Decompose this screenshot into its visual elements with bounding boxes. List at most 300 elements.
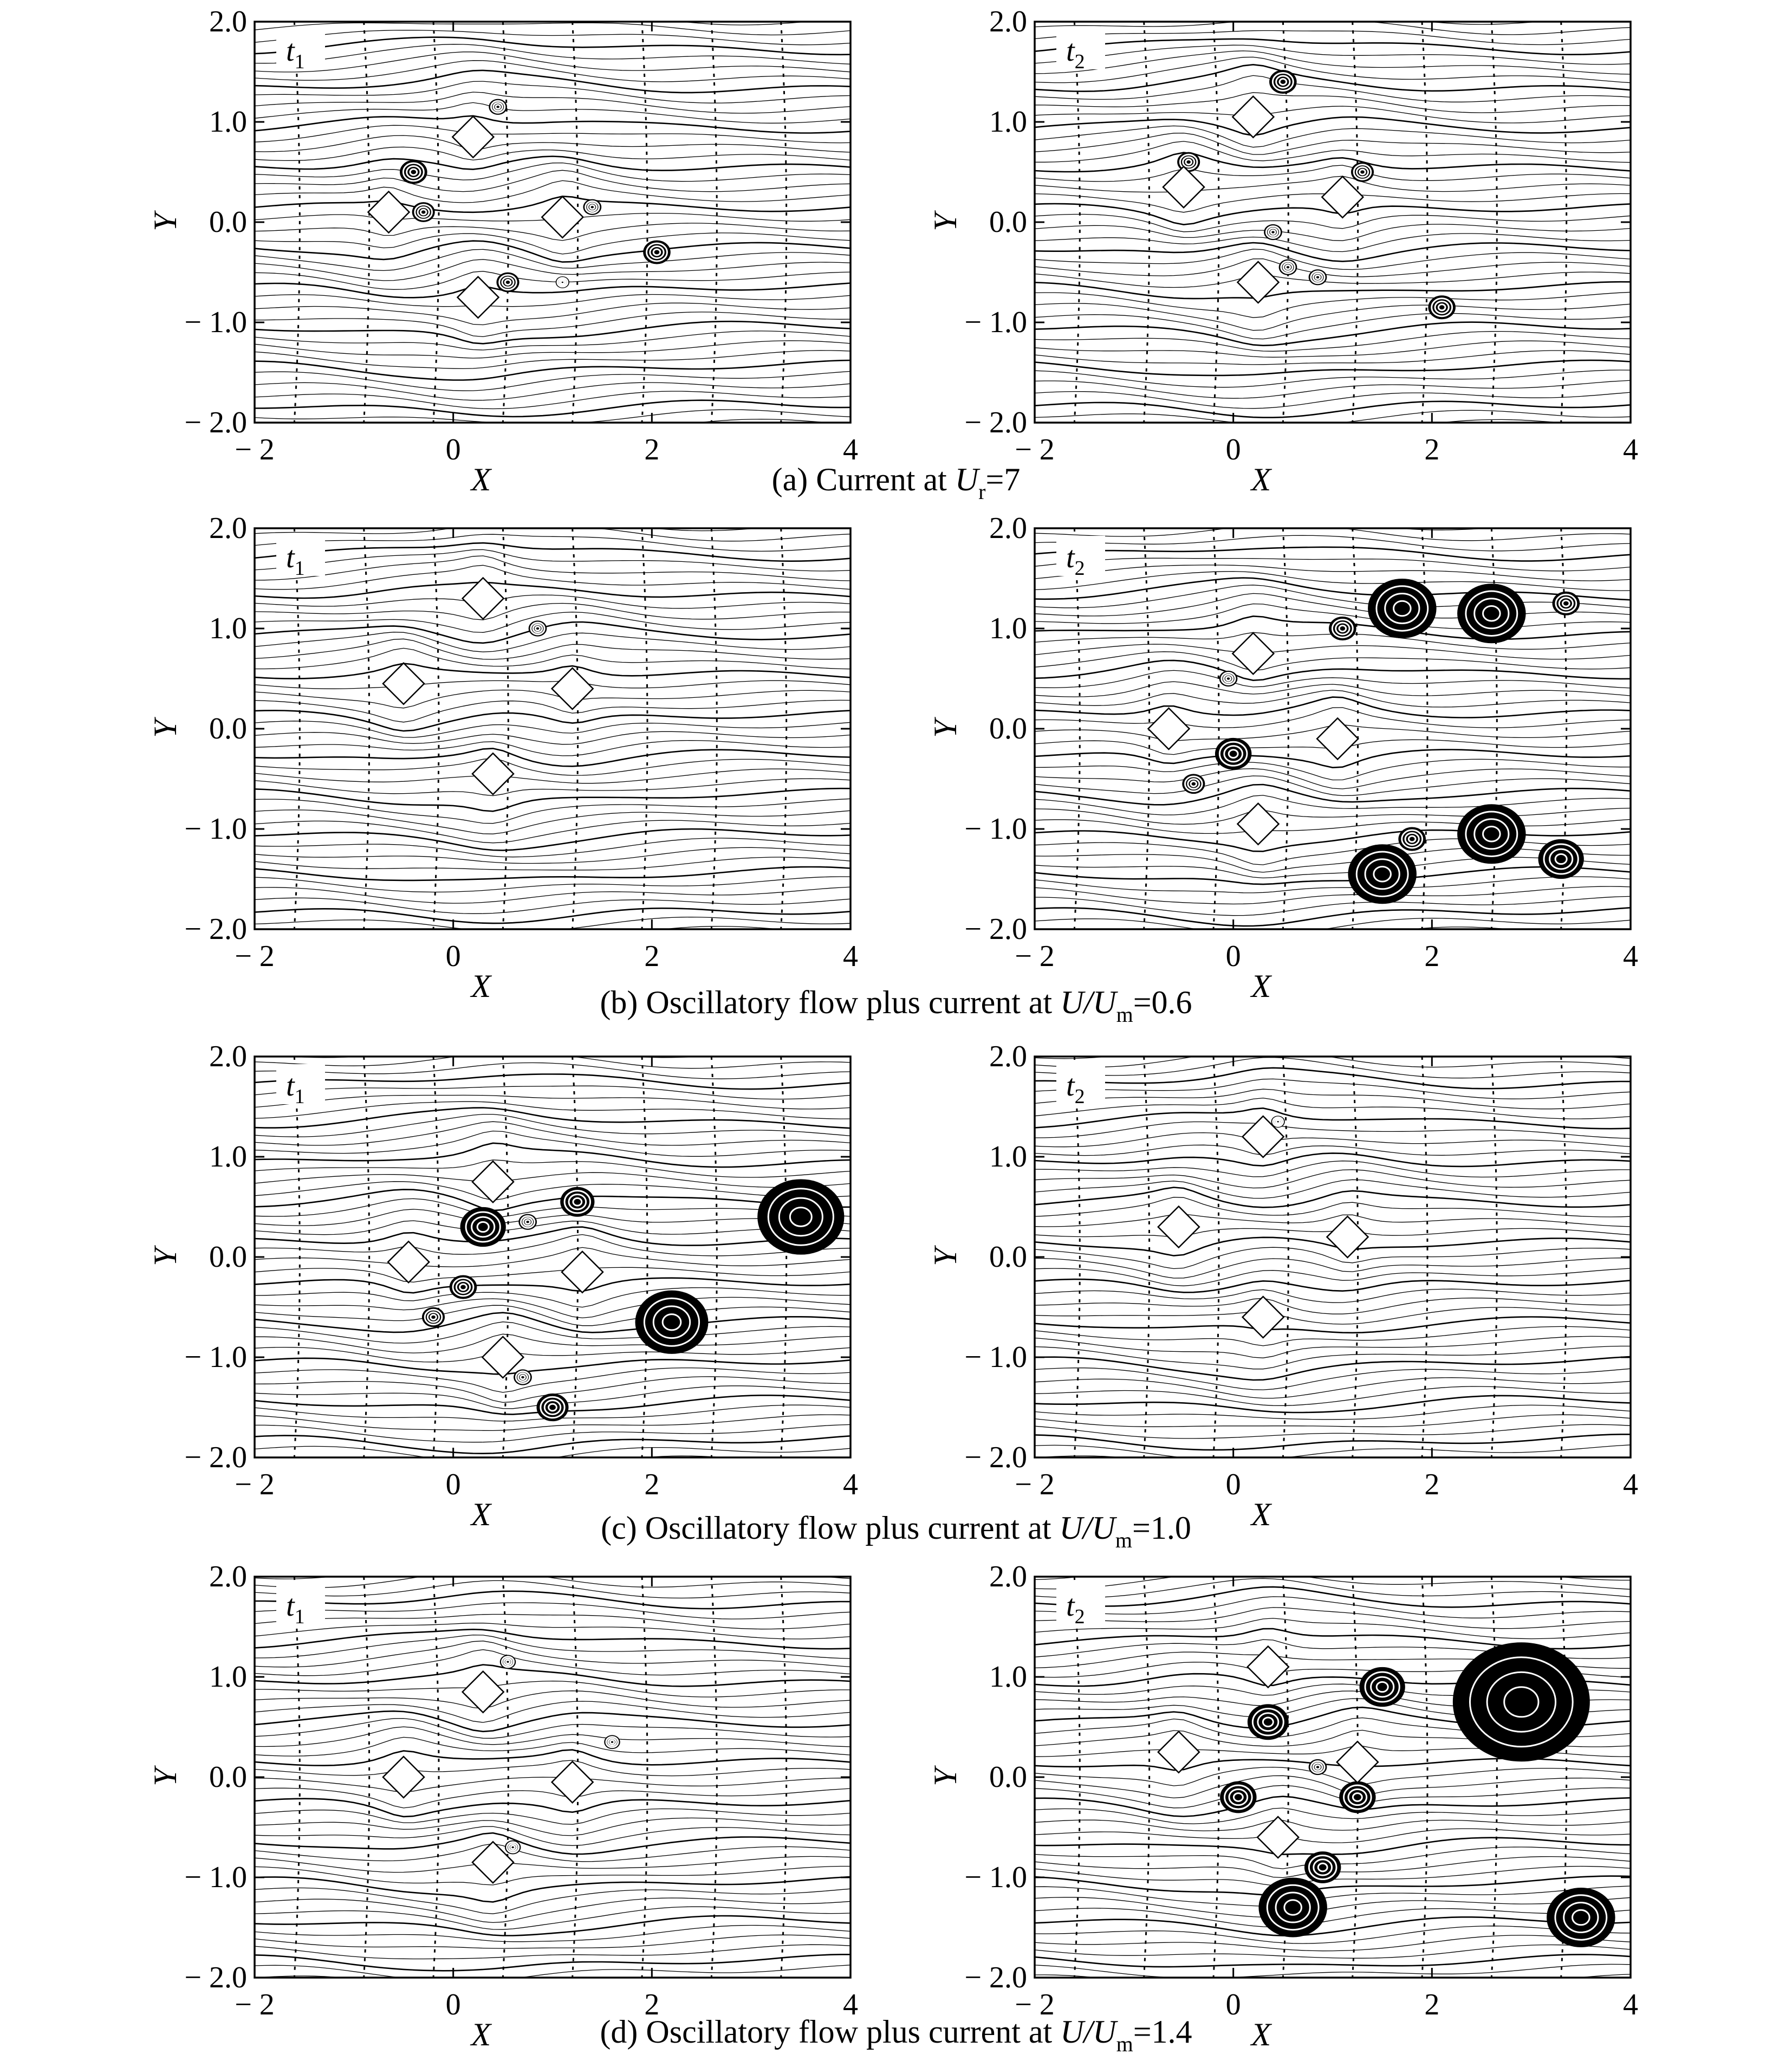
x-tick-label: 0	[1225, 1468, 1241, 1501]
x-tick-label: 4	[843, 1468, 858, 1501]
arrow-row	[711, 1577, 717, 1978]
streamline	[255, 1799, 850, 1817]
vortex	[1329, 617, 1356, 640]
x-axis-label: X	[1251, 462, 1271, 497]
streamline	[255, 788, 850, 811]
streamline	[1035, 1214, 1631, 1227]
streamline	[255, 1465, 850, 1481]
x-axis-label: X	[471, 968, 491, 1004]
streamline	[255, 1777, 850, 1792]
streamline	[255, 1305, 850, 1326]
time-label: $t_1$	[286, 1069, 305, 1108]
arrow-row	[573, 528, 578, 929]
y-tick-label: 0.0	[209, 712, 247, 746]
streamline	[255, 271, 850, 290]
arrow-row	[1561, 22, 1567, 423]
streamline	[255, 847, 850, 863]
streamline	[255, 295, 850, 307]
streamline-field	[1035, 1025, 1636, 1489]
vortex	[514, 1369, 532, 1385]
x-tick-label: − 2	[235, 1988, 275, 2021]
streamline	[1035, 1279, 1631, 1292]
streamline	[1035, 1415, 1631, 1427]
streamline	[255, 1727, 850, 1747]
streamline	[255, 312, 850, 337]
streamline-field	[255, 1025, 856, 1489]
streamline	[1035, 1357, 1631, 1380]
y-tick-label: 0.0	[209, 205, 247, 239]
vortex	[1398, 827, 1426, 851]
streamline	[1035, 896, 1631, 915]
streamline	[255, 1101, 850, 1119]
arrow-row	[1491, 22, 1497, 423]
streamline	[255, 1025, 850, 1040]
y-axis-label: Y	[147, 1248, 183, 1266]
streamline	[1035, 1396, 1631, 1412]
cylinder	[552, 1761, 593, 1803]
arrow-row	[433, 22, 439, 423]
vortex	[1309, 1759, 1327, 1775]
streamline	[255, 721, 850, 737]
streamline	[1035, 1298, 1631, 1314]
y-tick-label: 1.0	[209, 1140, 247, 1174]
arrow-row	[433, 528, 439, 929]
y-tick-label: − 1.0	[964, 1340, 1027, 1374]
x-tick-label: 0	[445, 939, 461, 973]
arrow-row	[364, 22, 369, 423]
y-tick-label: 2.0	[209, 511, 247, 545]
streamline	[255, 419, 850, 432]
streamline	[1035, 133, 1631, 155]
y-tick-label: 0.0	[989, 712, 1027, 746]
streamline	[1035, 1170, 1631, 1188]
arrow-row	[294, 1057, 300, 1457]
streamline	[1035, 141, 1631, 163]
streamline	[255, 1701, 850, 1722]
x-tick-label: − 2	[1015, 939, 1055, 973]
streamline	[255, 1711, 850, 1732]
streamline	[255, 1547, 850, 1561]
streamline	[1035, 117, 1631, 135]
y-tick-label: − 2.0	[184, 406, 247, 439]
x-axis-label: X	[471, 2017, 491, 2052]
streamline	[255, 565, 850, 589]
subfigure-caption: (b) Oscillatory flow plus current at $U/U_m=0.6$	[600, 984, 1192, 1027]
streamline	[255, 383, 850, 400]
arrow-row	[1353, 22, 1358, 423]
y-axis-label: Y	[927, 1248, 963, 1266]
streamline	[1035, 1434, 1631, 1450]
streamline	[1035, 1996, 1631, 2010]
vortex	[1248, 1704, 1289, 1740]
streamline	[1035, 1557, 1631, 1570]
streamline	[1035, 401, 1631, 418]
streamline-field	[1035, 0, 1636, 450]
streamline	[1035, 867, 1631, 884]
streamline	[255, 857, 850, 870]
vortex	[556, 276, 569, 288]
streamline	[255, 1074, 850, 1090]
streamline	[255, 1907, 850, 1929]
x-tick-label: 4	[1623, 1988, 1638, 2021]
streamline	[255, 30, 850, 45]
streamline	[255, 1965, 850, 1982]
streamline	[1035, 505, 1631, 520]
x-tick-label: 2	[1424, 939, 1440, 973]
vortex	[1258, 1878, 1327, 1938]
x-tick-label: 0	[445, 1468, 461, 1501]
streamline	[1035, 1964, 1631, 1978]
streamline	[1035, 682, 1631, 697]
streamline	[255, 52, 850, 72]
streamline	[255, 664, 850, 679]
vortex	[1457, 804, 1526, 864]
figure-row	[147, 0, 1638, 504]
x-tick-label: 0	[1225, 939, 1241, 973]
cylinder	[383, 1757, 424, 1798]
vortex	[757, 1179, 844, 1254]
streamline	[1035, 585, 1631, 608]
streamline-panel	[147, 492, 858, 1004]
arrow-row	[1491, 1057, 1497, 1457]
time-label: $t_2$	[1066, 1069, 1085, 1108]
arrow-row	[1144, 1057, 1150, 1457]
y-tick-label: − 2.0	[964, 406, 1027, 439]
streamline	[255, 1945, 850, 1959]
streamline	[1035, 1108, 1631, 1129]
x-tick-label: − 2	[235, 1468, 275, 1501]
x-tick-label: 2	[1424, 1988, 1440, 2021]
y-tick-label: 1.0	[989, 1140, 1027, 1174]
y-tick-label: 1.0	[209, 1660, 247, 1694]
streamline	[255, 241, 850, 262]
streamline	[255, 0, 850, 4]
arrow-row	[294, 22, 300, 423]
vortex	[1360, 1667, 1405, 1707]
streamline	[255, 492, 850, 510]
vortex	[450, 1275, 477, 1299]
streamline	[255, 1986, 850, 2001]
y-tick-label: 1.0	[989, 1660, 1027, 1694]
figure-row	[147, 492, 1638, 1027]
streamline	[255, 759, 850, 776]
cylinder	[1148, 708, 1190, 749]
streamline	[1035, 1820, 1631, 1831]
streamline	[1035, 1025, 1631, 1040]
vortex	[1220, 1781, 1256, 1813]
streamline	[1035, 1079, 1631, 1099]
vortex	[412, 202, 435, 222]
streamline	[255, 125, 850, 142]
streamline	[1035, 1089, 1631, 1109]
arrow-row	[1074, 22, 1080, 423]
arrow-row	[1074, 1057, 1080, 1457]
streamline	[255, 1580, 850, 1598]
streamline	[1035, 776, 1631, 796]
x-axis-label: X	[471, 462, 491, 497]
streamline	[1035, 1475, 1631, 1489]
streamline	[255, 170, 850, 191]
arrow-row	[781, 1057, 787, 1457]
y-tick-label: 0.0	[209, 1760, 247, 1794]
streamline	[255, 1042, 850, 1058]
streamline	[255, 867, 850, 880]
vortex	[500, 1655, 516, 1669]
y-tick-label: 2.0	[209, 5, 247, 38]
vortex	[496, 273, 519, 293]
streamline	[1035, 1133, 1631, 1147]
streamline	[255, 233, 850, 254]
streamline	[1035, 1564, 1631, 1580]
streamline-panel	[147, 1547, 858, 2053]
y-tick-label: 2.0	[209, 1040, 247, 1073]
streamline	[1035, 670, 1631, 688]
streamline	[255, 1160, 850, 1177]
streamline	[1035, 249, 1631, 270]
y-tick-label: − 2.0	[964, 1441, 1027, 1474]
y-tick-label: − 1.0	[184, 306, 247, 339]
arrow-row	[364, 1577, 369, 1978]
streamline	[255, 147, 850, 160]
streamline	[255, 898, 850, 913]
streamline	[255, 303, 850, 325]
y-tick-label: − 1.0	[964, 812, 1027, 846]
time-label: $t_1$	[286, 34, 305, 73]
arrow-row	[503, 528, 508, 929]
y-axis-label: Y	[147, 1768, 183, 1786]
streamline	[1035, 1145, 1631, 1155]
vortex	[505, 1841, 521, 1855]
streamline	[1035, 578, 1631, 600]
streamline	[1035, 918, 1631, 936]
vortex	[1339, 1781, 1375, 1813]
streamline-panel	[927, 1025, 1638, 1532]
x-tick-label: 0	[1225, 1988, 1241, 2021]
streamline	[255, 1108, 850, 1129]
arrow-row	[1422, 22, 1427, 423]
streamline	[255, 1052, 850, 1068]
y-tick-label: − 1.0	[964, 306, 1027, 339]
streamline	[255, 321, 850, 344]
streamline	[1035, 496, 1631, 511]
y-axis-label: Y	[927, 720, 963, 738]
subfigure-caption: (c) Oscillatory flow plus current at $U/U_m=1.0$	[601, 1510, 1191, 1552]
streamline	[1035, 1587, 1631, 1607]
vortex	[635, 1291, 709, 1354]
y-tick-label: − 2.0	[184, 1961, 247, 1994]
streamline	[255, 502, 850, 520]
streamline	[1035, 215, 1631, 232]
streamline-panel	[927, 0, 1638, 497]
y-tick-label: 2.0	[989, 5, 1027, 38]
streamline	[255, 163, 850, 182]
streamline	[255, 632, 850, 652]
streamline	[255, 945, 850, 957]
vortex	[560, 1187, 594, 1217]
streamline	[255, 341, 850, 358]
x-axis-label: X	[1251, 1496, 1271, 1532]
streamline	[1035, 1808, 1631, 1824]
streamline	[1035, 524, 1631, 541]
streamline	[1035, 1908, 1631, 1927]
streamline	[1035, 1597, 1631, 1618]
streamline	[1035, 1767, 1631, 1786]
streamline	[255, 690, 850, 708]
x-tick-label: 2	[644, 433, 660, 466]
y-tick-label: 1.0	[209, 612, 247, 645]
streamline	[255, 157, 850, 171]
x-tick-label: − 2	[235, 939, 275, 973]
y-tick-label: − 2.0	[184, 912, 247, 946]
streamline	[255, 741, 850, 756]
streamline	[255, 1629, 850, 1649]
streamline	[1035, 126, 1631, 147]
streamline	[255, 1818, 850, 1836]
time-label: $t_2$	[1066, 541, 1085, 580]
arrow-row	[433, 1577, 439, 1978]
vortex	[1264, 224, 1282, 240]
vortex	[1368, 579, 1437, 638]
streamline	[255, 429, 850, 442]
streamline	[255, 1436, 850, 1454]
streamline	[1035, 558, 1631, 571]
cylinder	[1232, 96, 1274, 138]
arrow-row	[1074, 1577, 1080, 1978]
streamline	[1035, 1197, 1631, 1217]
arrow-row	[711, 22, 717, 423]
streamline	[255, 1826, 850, 1845]
x-tick-label: 0	[445, 433, 461, 466]
subfigure-caption: (a) Current at $U_r=7$	[771, 462, 1021, 504]
vortex	[1553, 592, 1580, 615]
vortex	[1304, 1851, 1341, 1883]
streamline	[255, 1623, 850, 1639]
cylinder	[383, 663, 424, 704]
figure-row	[147, 1025, 1638, 1552]
streamline	[255, 331, 850, 350]
y-tick-label: 1.0	[989, 105, 1027, 139]
vortex	[1428, 295, 1456, 319]
arrow-row	[503, 1577, 508, 1978]
y-tick-label: 1.0	[209, 105, 247, 139]
streamline	[1035, 795, 1631, 815]
x-axis-label: X	[1251, 2017, 1271, 2052]
streamline	[1035, 1317, 1631, 1333]
streamline	[1035, 106, 1631, 123]
arrow-row	[711, 528, 717, 929]
vortex	[1215, 738, 1251, 770]
streamline	[255, 360, 850, 380]
streamline	[1035, 565, 1631, 581]
cylinder	[452, 116, 494, 158]
streamline-panel	[927, 496, 1638, 1004]
vortex	[1219, 671, 1238, 686]
streamline	[255, 1313, 850, 1333]
streamline	[255, 612, 850, 633]
x-tick-label: − 2	[235, 433, 275, 466]
cylinder	[1243, 1297, 1284, 1338]
streamline	[255, 648, 850, 669]
vortex	[1547, 1888, 1615, 1947]
arrow-row	[1561, 1057, 1567, 1457]
streamline	[255, 639, 850, 659]
x-tick-label: − 2	[1015, 1468, 1055, 1501]
streamline	[1035, 1985, 1631, 2000]
y-tick-label: 0.0	[209, 1240, 247, 1274]
streamline	[1035, 1935, 1631, 1951]
streamline	[255, 1603, 850, 1619]
streamline	[1035, 1466, 1631, 1480]
streamline	[255, 595, 850, 608]
vortex	[1269, 70, 1297, 94]
streamline	[255, 1086, 850, 1099]
arrow-row	[781, 22, 787, 423]
streamline	[255, 1143, 850, 1167]
streamline	[255, 81, 850, 103]
streamline	[1035, 1838, 1631, 1855]
cylinder	[463, 578, 504, 619]
streamline	[1035, 0, 1631, 3]
arrow-row	[503, 22, 508, 423]
arrow-row	[1213, 22, 1219, 423]
streamline	[1035, 1368, 1631, 1390]
y-axis-label: Y	[927, 1768, 963, 1786]
streamline	[255, 1446, 850, 1463]
streamline	[255, 622, 850, 643]
vortex	[536, 1394, 568, 1421]
streamline	[255, 1935, 850, 1948]
cylinder	[1327, 1216, 1368, 1258]
streamline	[255, 1172, 850, 1187]
streamline	[1035, 644, 1631, 659]
streamline-panel	[147, 1025, 858, 1532]
streamline	[1035, 1776, 1631, 1798]
arrow-row	[781, 1577, 787, 1978]
streamline	[1035, 1974, 1631, 1990]
streamline	[255, 37, 850, 55]
streamline	[1035, 572, 1631, 591]
vortex	[460, 1207, 506, 1247]
x-tick-label: 2	[644, 1988, 660, 2021]
streamline	[255, 748, 850, 766]
cylinder	[458, 277, 499, 318]
streamline-field	[255, 492, 856, 956]
streamline	[1035, 1068, 1631, 1088]
x-tick-label: 2	[1424, 1468, 1440, 1501]
arrow-row	[364, 1057, 369, 1457]
streamline	[255, 116, 850, 133]
arrow-row	[1144, 1577, 1150, 1978]
streamline	[1035, 380, 1631, 398]
figure-row	[147, 1547, 1638, 2054]
streamline	[255, 1456, 850, 1473]
arrow-row	[294, 1577, 300, 1978]
streamline	[255, 1131, 850, 1157]
streamline	[255, 283, 850, 298]
time-label: $t_2$	[1066, 34, 1085, 73]
streamline	[1035, 234, 1631, 252]
streamline	[1035, 1378, 1631, 1398]
y-tick-label: − 1.0	[184, 1861, 247, 1894]
streamline	[255, 0, 850, 15]
cylinder	[1248, 1647, 1289, 1688]
streamline	[1035, 1926, 1631, 1943]
time-label: $t_1$	[286, 541, 305, 580]
vortex	[1348, 844, 1417, 904]
streamline	[255, 1247, 850, 1267]
streamline	[1035, 439, 1631, 450]
x-tick-label: 2	[644, 1468, 660, 1501]
